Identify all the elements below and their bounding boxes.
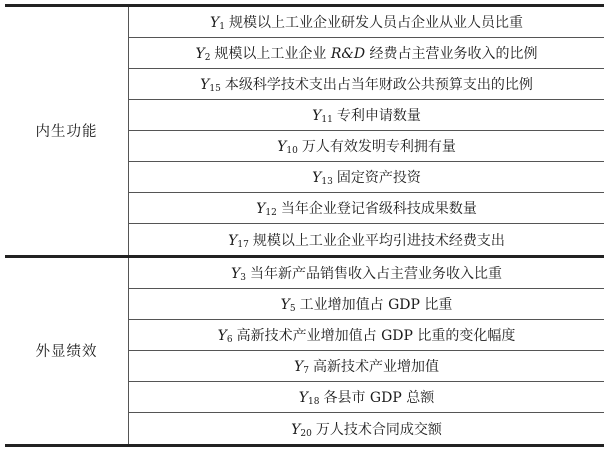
- indicator-code: $Y_1$: [210, 15, 225, 33]
- indicator-text: 万人技术合同成交额: [315, 421, 442, 438]
- indicator-code: $Y_{13}$: [312, 170, 333, 188]
- table-row: [5, 256, 604, 288]
- indicator-code: $Y_{18}$: [298, 390, 320, 408]
- table-row: [5, 6, 604, 38]
- indicator-text: 各县市 GDP 总额: [323, 390, 435, 407]
- indicator-text: 当年企业登记省级科技成果数量: [280, 201, 477, 218]
- indicator-code: $Y_{17}$: [228, 232, 249, 250]
- indicator-cell: [129, 162, 605, 193]
- indicator-text: 万人有效发明专利拥有量: [301, 139, 456, 156]
- indicator-code: $Y_{12}$: [256, 201, 277, 219]
- indicator-table-body: [5, 6, 604, 446]
- indicator-code: $Y_{15}$: [200, 77, 221, 95]
- indicator-cell: [129, 69, 605, 100]
- indicator-text-tail: 经费占主营业务收入的比例: [365, 46, 538, 63]
- indicator-text: 专利申请数量: [336, 108, 421, 125]
- category-cell: 内生功能: [5, 6, 129, 257]
- indicator-cell: [129, 351, 605, 382]
- indicator-code: $Y_5$: [280, 297, 296, 315]
- indicator-cell: [129, 320, 605, 351]
- indicator-cell: [129, 38, 605, 69]
- indicator-code: $Y_3$: [231, 266, 246, 284]
- indicator-code: $Y_{11}$: [312, 108, 333, 126]
- category-cell: 外显绩效: [5, 256, 129, 445]
- indicator-text: 高新技术产业增加值占 GDP 比重的变化幅度: [236, 328, 516, 345]
- indicator-code: $Y_{20}$: [291, 421, 312, 439]
- indicator-code: $Y_{10}$: [277, 139, 298, 157]
- indicator-cell: [129, 6, 605, 38]
- indicator-cell: [129, 256, 605, 288]
- indicator-cell: [129, 382, 605, 413]
- indicator-table: [5, 4, 604, 447]
- indicator-text: 高新技术产业增加值: [312, 359, 439, 376]
- indicator-code: $Y_7$: [294, 359, 309, 377]
- indicator-cell: [129, 131, 605, 162]
- indicator-text: 规模以上工业企业: [214, 46, 331, 63]
- indicator-text: 规模以上工业企业研发人员占企业从业人员比重: [228, 15, 523, 32]
- indicator-code: $Y_6$: [217, 328, 233, 346]
- indicator-cell: [129, 289, 605, 320]
- indicator-text: 工业增加值占 GDP 比重: [299, 297, 453, 314]
- indicator-cell: [129, 100, 605, 131]
- indicator-text: 固定资产投资: [336, 170, 421, 187]
- indicator-cell: [129, 224, 605, 256]
- indicator-text-italic: R&D: [330, 46, 366, 63]
- indicator-code: $Y_2$: [195, 46, 211, 64]
- indicator-cell: [129, 193, 605, 224]
- indicator-text: 规模以上工业企业平均引进技术经费支出: [252, 232, 505, 249]
- indicator-text: 当年新产品销售收入占主营业务收入比重: [249, 266, 502, 283]
- indicator-text: 本级科学技术支出占当年财政公共预算支出的比例: [224, 77, 533, 94]
- indicator-cell: [129, 413, 605, 446]
